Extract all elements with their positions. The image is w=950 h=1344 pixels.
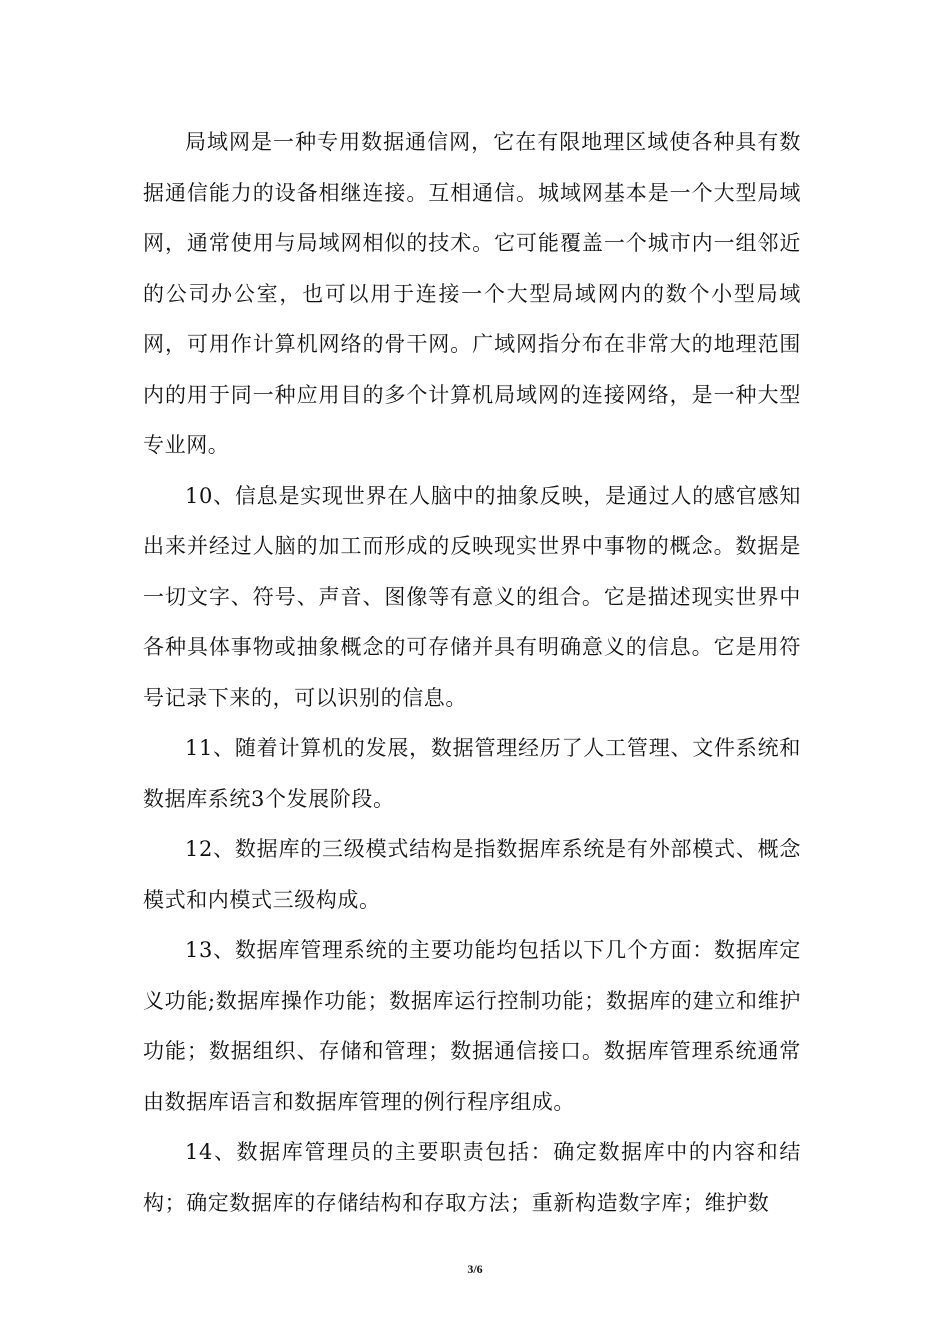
paragraph-network-types: 局域网是一种专用数据通信网，它在有限地理区域使各种具有数据通信能力的设备相继连接。互相通信。城域网基本是一个大型局域网，通常使用与局域网相似的技术。它可能覆盖一个城市内一组邻近的公司办公室，也可以用于连接一个大型局域网内的数个小型局域网，可用作计算机网络的骨干网。广域网指分布在非常大的地理范围内的用于同一种应用目的多个计算机局域网的连接网络，是一种大型专业网。: [143, 130, 801, 457]
paragraph-11-data-management: 11、随着计算机的发展，数据管理经历了人工管理、文件系统和数据库系统3个发展阶段。: [143, 736, 801, 811]
paragraph-12-schema-structure: 12、数据库的三级模式结构是指数据库系统是有外部模式、概念模式和内模式三级构成。: [143, 837, 801, 912]
page-number: 3/6: [467, 1262, 483, 1276]
paragraph-13-dbms-functions: 13、数据库管理系统的主要功能均包括以下几个方面：数据库定义功能;数据库操作功能；数据库运行控制功能；数据库的建立和维护功能；数据组织、存储和管理；数据通信接口。数据库管理系统通常由数据库语言和数据库管理的例行程序组成。: [143, 938, 801, 1114]
paragraph-14-dba-duties: 14、数据库管理员的主要职责包括：确定数据库中的内容和结构；确定数据库的存储结构和存取方法；重新构造数字库；维护数: [143, 1140, 801, 1215]
paragraph-10-information: 10、信息是实现世界在人脑中的抽象反映，是通过人的感官感知出来并经过人脑的加工而形成的反映现实世界中事物的概念。数据是一切文字、符号、声音、图像等有意义的组合。它是描述现实世界中各种具体事物或抽象概念的可存储并具有明确意义的信息。它是用符号记录下来的，可以识别的信息。: [143, 483, 801, 710]
document-body: [143, 117, 801, 1228]
